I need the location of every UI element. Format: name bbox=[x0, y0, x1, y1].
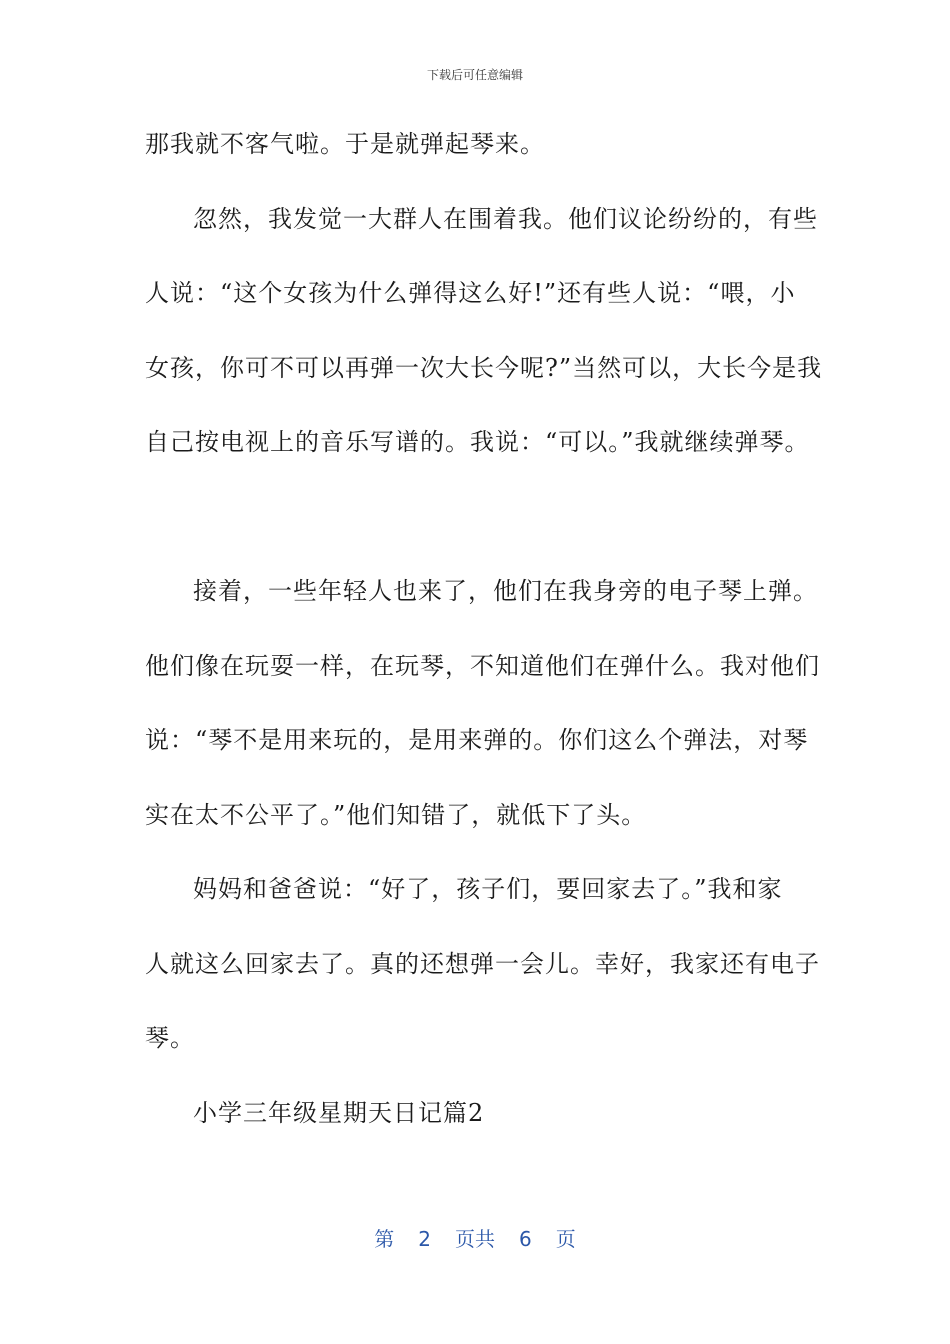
footer-prefix: 第 bbox=[374, 1227, 395, 1251]
page-footer bbox=[0, 1225, 950, 1253]
paragraph-line: 忽然，我发觉一大群人在围着我。他们议论纷纷的，有些 bbox=[193, 204, 818, 233]
paragraph-line: 人说：“这个女孩为什么弹得这么好!”还有些人说：“喂，小 bbox=[145, 279, 796, 307]
paragraph-line: 琴。 bbox=[145, 1024, 195, 1052]
paragraph-line: 他们像在玩耍一样，在玩琴，不知道他们在弹什么。我对他们 bbox=[145, 651, 820, 680]
document-body bbox=[145, 120, 823, 1163]
footer-suffix: 页 bbox=[555, 1227, 576, 1251]
paragraph-line: 自己按电视上的音乐写谱的。我说：“可以。”我就继续弹琴。 bbox=[145, 428, 810, 456]
paragraph-line: 妈妈和爸爸说：“好了，孩子们，要回家去了。”我和家 bbox=[193, 875, 783, 903]
paragraph-line: 实在太不公平了。”他们知错了，就低下了头。 bbox=[145, 800, 647, 829]
total-pages-number: 6 bbox=[519, 1227, 532, 1251]
paragraph-line: 那我就不客气啦。于是就弹起琴来。 bbox=[145, 130, 545, 158]
paragraph-line: 人就这么回家去了。真的还想弹一会儿。幸好，我家还有电子 bbox=[145, 949, 820, 978]
current-page-number: 2 bbox=[418, 1227, 431, 1251]
paragraph-line: 说：“琴不是用来玩的，是用来弹的。你们这么个弹法，对琴 bbox=[145, 726, 809, 754]
paragraph-line: 女孩，你可不可以再弹一次大长今呢?”当然可以，大长今是我 bbox=[145, 353, 823, 382]
section-heading: 小学三年级星期天日记篇2 bbox=[193, 1098, 485, 1127]
paragraph-line: 接着，一些年轻人也来了，他们在我身旁的电子琴上弹。 bbox=[193, 577, 818, 605]
paragraph-gap bbox=[145, 493, 813, 568]
page-header: 下载后可任意编辑 bbox=[426, 68, 523, 82]
footer-middle: 页共 bbox=[455, 1227, 495, 1251]
